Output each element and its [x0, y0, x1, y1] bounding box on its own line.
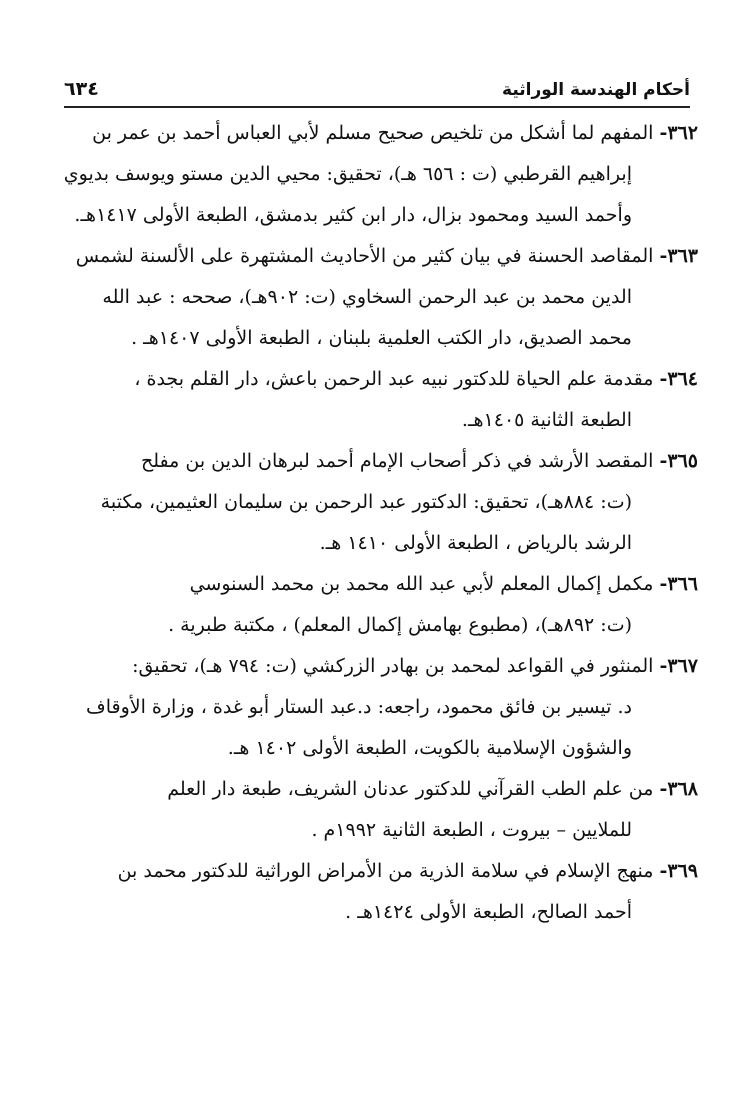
reference-line	[64, 851, 698, 892]
reference-number: ٣٦٤-	[659, 368, 698, 390]
page-number: ٦٣٤	[64, 78, 99, 100]
running-title: أحكام الهندسة الوراثية	[502, 80, 690, 100]
page-header	[64, 72, 690, 100]
reference-line: الطبعة الثانية ١٤٠٥هـ.	[461, 409, 632, 431]
reference-line: والشؤون الإسلامية بالكويت، الطبعة الأولى ١٤٠٢ هـ.	[227, 737, 632, 759]
reference-number: ٣٦٩-	[659, 860, 698, 882]
reference-line	[64, 236, 698, 277]
reference-line: د. تيسير بن فائق محمود، راجعه: د.عبد الستار أبو غدة ، وزارة الأوقاف	[86, 696, 632, 718]
reference-number: ٣٦٨-	[659, 778, 698, 800]
reference-line: للملايين – بيروت ، الطبعة الثانية ١٩٩٢م .	[311, 819, 632, 841]
reference-number: ٣٦٧-	[659, 655, 698, 677]
reference-line: إبراهيم القرطبي (ت : ٦٥٦ هـ)، تحقيق: محيي الدين مستو ويوسف بديوي	[63, 163, 632, 185]
reference-text: المنثور في القواعد لمحمد بن بهادر الزركشي (ت: ٧٩٤ هـ)، تحقيق:	[132, 655, 660, 677]
reference-entry-366	[64, 564, 698, 646]
reference-line	[64, 359, 698, 400]
reference-entry-364	[64, 359, 698, 441]
reference-line: (ت: ٨٩٢هـ)، (مطبوع بهامش إكمال المعلم) ، مكتبة طبرية .	[168, 614, 632, 636]
reference-text: مقدمة علم الحياة للدكتور نبيه عبد الرحمن باعش، دار القلم بجدة ،	[134, 368, 660, 390]
reference-line	[64, 646, 698, 687]
reference-line: الدين محمد بن عبد الرحمن السخاوي (ت: ٩٠٢هـ)، صححه : عبد الله	[102, 286, 632, 308]
reference-line	[64, 564, 698, 605]
reference-number: ٣٦٣-	[659, 245, 698, 267]
reference-text: مكمل إكمال المعلم لأبي عبد الله محمد بن محمد السنوسي	[189, 573, 660, 595]
reference-text: المقاصد الحسنة في بيان كثير من الأحاديث المشتهرة على الألسنة لشمس	[75, 245, 660, 267]
reference-entry-368	[64, 769, 698, 851]
reference-text: المفهم لما أشكل من تلخيص صحيح مسلم لأبي العباس أحمد بن عمر بن	[92, 122, 660, 144]
reference-line: أحمد الصالح، الطبعة الأولى ١٤٢٤هـ .	[345, 901, 632, 923]
reference-list	[64, 113, 698, 933]
reference-line: (ت: ٨٨٤هـ)، تحقيق: الدكتور عبد الرحمن بن سليمان العثيمين، مكتبة	[100, 491, 632, 513]
reference-number: ٣٦٢-	[659, 122, 698, 144]
reference-entry-367	[64, 646, 698, 769]
reference-number: ٣٦٥-	[659, 450, 698, 472]
reference-line: محمد الصديق، دار الكتب العلمية بلبنان ، الطبعة الأولى ١٤٠٧هـ .	[131, 327, 632, 349]
reference-entry-365	[64, 441, 698, 564]
reference-number: ٣٦٦-	[659, 573, 698, 595]
reference-line	[64, 441, 698, 482]
reference-line	[64, 769, 698, 810]
reference-text: منهج الإسلام في سلامة الذرية من الأمراض الوراثية للدكتور محمد بن	[117, 860, 660, 882]
reference-entry-362	[64, 113, 698, 236]
reference-text: من علم الطب القرآني للدكتور عدنان الشريف، طبعة دار العلم	[167, 778, 660, 800]
reference-entry-369	[64, 851, 698, 933]
reference-line: وأحمد السيد ومحمود بزال، دار ابن كثير بدمشق، الطبعة الأولى ١٤١٧هـ.	[74, 204, 632, 226]
reference-line	[64, 113, 698, 154]
header-rule	[64, 106, 690, 108]
reference-entry-363	[64, 236, 698, 359]
reference-text: المقصد الأرشد في ذكر أصحاب الإمام أحمد لبرهان الدين بن مفلح	[141, 450, 660, 472]
reference-line: الرشد بالرياض ، الطبعة الأولى ١٤١٠ هـ.	[319, 532, 632, 554]
